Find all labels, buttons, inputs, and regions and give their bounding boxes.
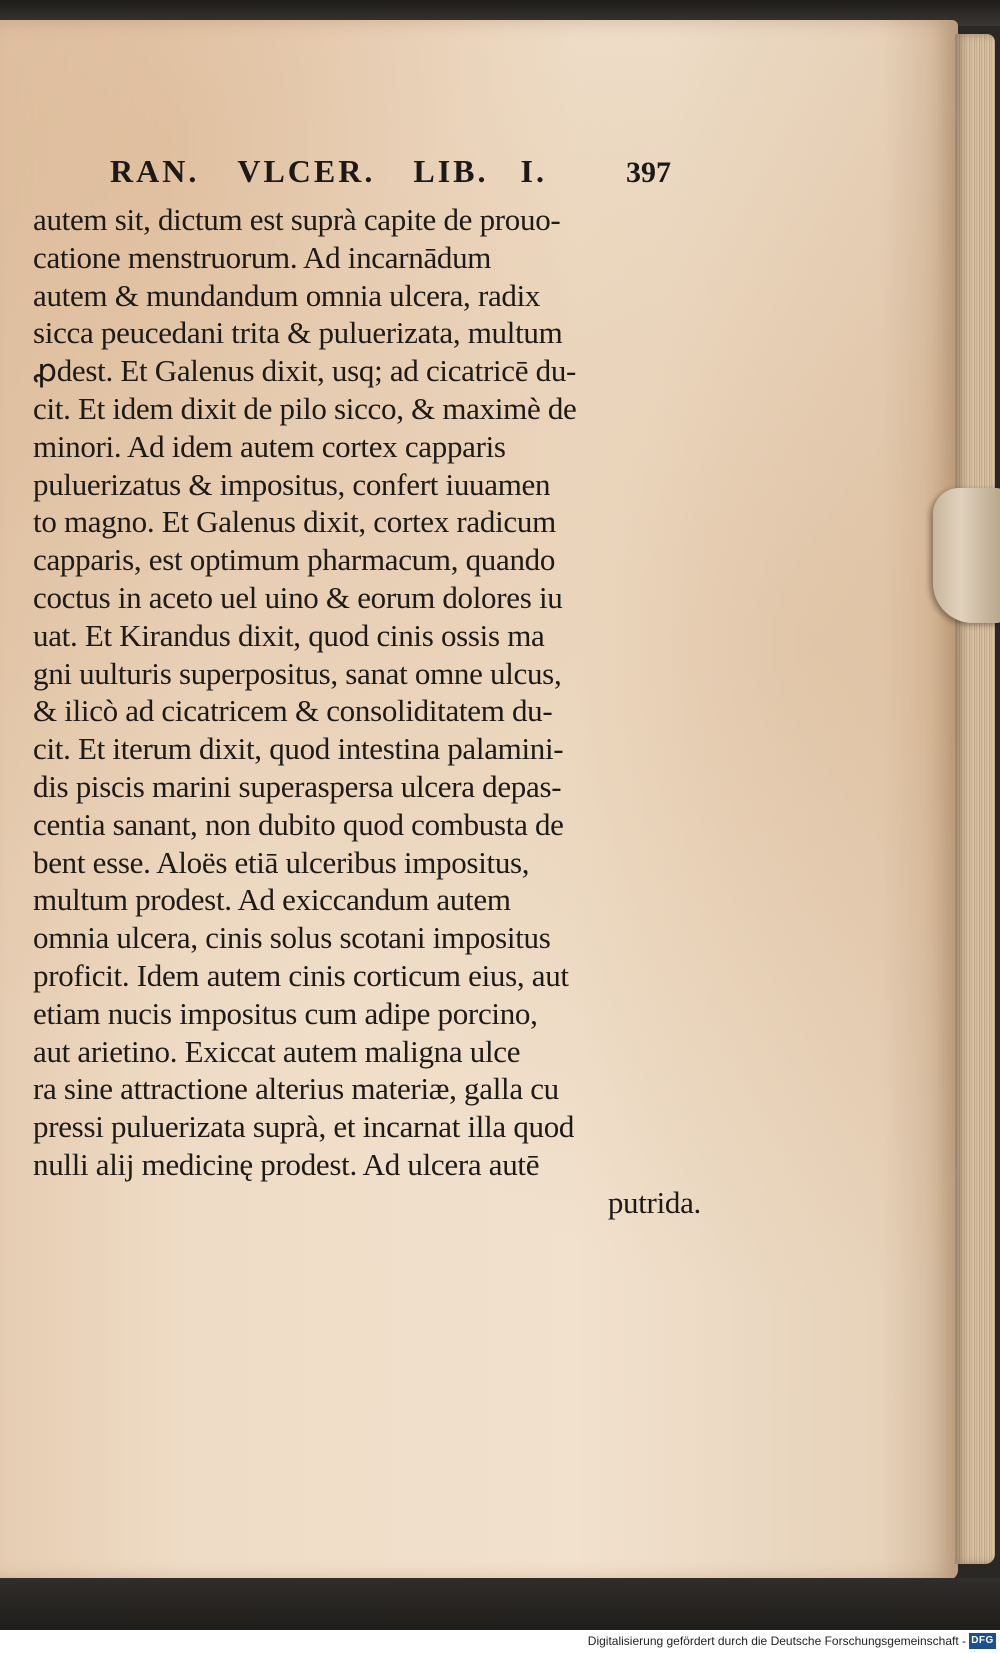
text-line: ra sine attractione alterius materiæ, galla cu [33, 1071, 559, 1107]
book-page [0, 20, 958, 1580]
text-line: sicca peucedani trita & puluerizata, multum [33, 315, 563, 351]
running-head-right: LIB. [413, 153, 489, 189]
text-line: autem sit, dictum est suprà capite de prouo- [33, 202, 561, 237]
running-head-left: RAN. [110, 153, 200, 189]
text-line: capparis, est optimum pharmacum, quando [33, 542, 556, 578]
text-line: catione menstruorum. Ad incarnādum [33, 239, 492, 275]
text-line: coctus in aceto uel uino & eorum dolores iu [33, 579, 563, 615]
text-line: minori. Ad idem autem cortex capparis [33, 428, 506, 464]
text-line-catchword: putrida. [607, 1184, 701, 1220]
running-head [110, 153, 710, 190]
body-text [33, 201, 705, 1222]
footer-bar [0, 1630, 1000, 1653]
running-head-middle: VLCER. [237, 153, 376, 189]
text-line: dis piscis marini superaspersa ulcera depas- [33, 768, 562, 804]
text-line: ꝓdest. Et Galenus dixit, usq; ad cicatricē du- [33, 353, 577, 389]
page-stack-edges [955, 34, 995, 1564]
text-line: to magno. Et Galenus dixit, cortex radicum [33, 504, 556, 540]
dfg-logo: DFG [969, 1633, 996, 1649]
book-bottom-edge [0, 1578, 1000, 1630]
text-line: gni uulturis superpositus, sanat omne ulcus, [33, 655, 562, 691]
running-head-book: I. [520, 153, 547, 189]
text-line: nulli alij medicinę prodest. Ad ulcera autē [33, 1146, 540, 1182]
text-line: aut arietino. Exiccat autem maligna ulce [33, 1033, 521, 1069]
text-line: cit. Et iterum dixit, quod intestina palamini- [33, 731, 564, 767]
text-line: multum prodest. Ad exiccandum autem [33, 882, 511, 918]
text-line: & ilicò ad cicatricem & consoliditatem du- [33, 693, 553, 729]
text-line: cit. Et idem dixit de pilo sicco, & maximè de [33, 390, 577, 426]
text-line: centia sanant, non dubito quod combusta de [33, 806, 564, 842]
text-line: pressi puluerizata suprà, et incarnat illa quod [33, 1109, 575, 1145]
text-line: omnia ulcera, cinis solus scotani impositus [33, 920, 551, 956]
footer-credit: Digitalisierung gefördert durch die Deutsche Forschungsgemeinschaft - [587, 1634, 966, 1648]
folio-number: 397 [626, 156, 671, 189]
text-line: puluerizatus & impositus, confert iuuamen [33, 466, 551, 502]
bookmark-tab [933, 488, 1000, 623]
text-line: autem & mundandum omnia ulcera, radix [33, 277, 541, 313]
text-line: etiam nucis impositus cum adipe porcino, [33, 995, 538, 1031]
text-line: uat. Et Kirandus dixit, quod cinis ossis ma [33, 617, 545, 653]
text-line: bent esse. Aloës etiā ulceribus impositus, [33, 844, 530, 880]
text-line: proficit. Idem autem cinis corticum eius, aut [33, 957, 569, 993]
